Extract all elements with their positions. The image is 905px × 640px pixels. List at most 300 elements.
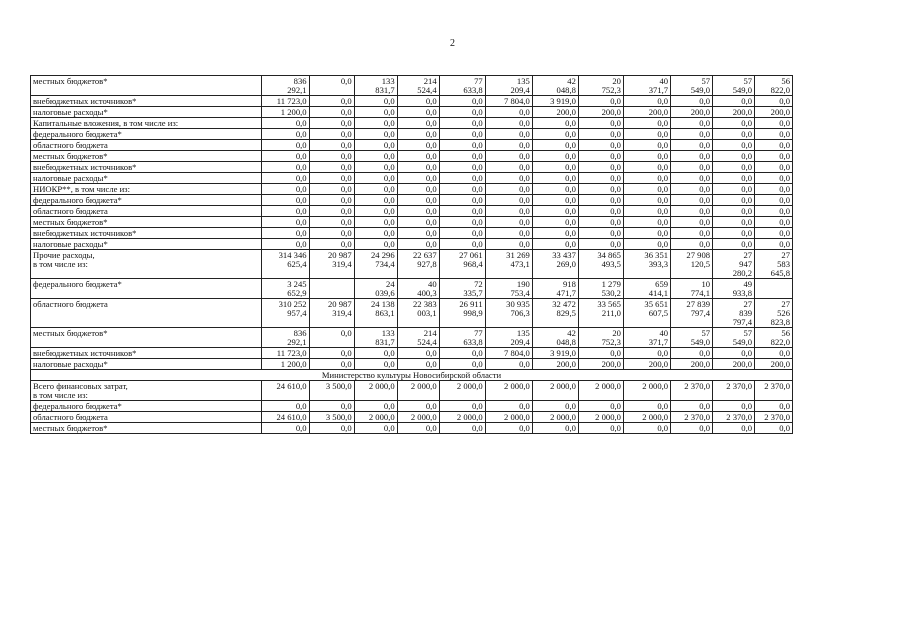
value-cell: 2 370,0 bbox=[755, 412, 793, 423]
table-row bbox=[31, 151, 793, 162]
value-cell: 200,0 bbox=[671, 359, 713, 370]
value-cell: 2 000,0 bbox=[623, 412, 670, 423]
value-cell: 0,0 bbox=[671, 151, 713, 162]
value-cell: 659 414,1 bbox=[623, 279, 670, 299]
value-cell: 214 524,4 bbox=[397, 328, 439, 348]
table-row bbox=[31, 228, 793, 239]
row-label: налоговые расходы* bbox=[31, 359, 262, 370]
value-cell: 0,0 bbox=[397, 162, 439, 173]
value-cell: 0,0 bbox=[713, 151, 755, 162]
value-cell: 0,0 bbox=[623, 206, 670, 217]
table-row bbox=[31, 96, 793, 107]
value-cell: 0,0 bbox=[532, 151, 578, 162]
value-cell: 0,0 bbox=[439, 228, 485, 239]
value-cell: 0,0 bbox=[262, 206, 309, 217]
value-cell: 31 269 473,1 bbox=[485, 250, 532, 279]
value-cell: 0,0 bbox=[354, 217, 397, 228]
value-cell: 0,0 bbox=[309, 328, 354, 348]
value-cell: 0,0 bbox=[309, 162, 354, 173]
table-row bbox=[31, 107, 793, 118]
value-cell: 0,0 bbox=[439, 140, 485, 151]
value-cell: 0,0 bbox=[262, 423, 309, 434]
row-label: налоговые расходы* bbox=[31, 173, 262, 184]
value-cell: 0,0 bbox=[485, 239, 532, 250]
value-cell: 0,0 bbox=[485, 173, 532, 184]
value-cell: 0,0 bbox=[578, 118, 623, 129]
value-cell: 0,0 bbox=[578, 173, 623, 184]
value-cell: 0,0 bbox=[532, 184, 578, 195]
value-cell: 0,0 bbox=[671, 129, 713, 140]
value-cell: 0,0 bbox=[671, 401, 713, 412]
value-cell: 0,0 bbox=[578, 184, 623, 195]
value-cell: 0,0 bbox=[671, 195, 713, 206]
value-cell: 3 500,0 bbox=[309, 412, 354, 423]
value-cell: 27 526 823,8 bbox=[755, 299, 793, 328]
value-cell: 0,0 bbox=[671, 239, 713, 250]
value-cell: 0,0 bbox=[671, 206, 713, 217]
value-cell: 200,0 bbox=[623, 359, 670, 370]
value-cell: 22 637 927,8 bbox=[397, 250, 439, 279]
value-cell: 200,0 bbox=[713, 107, 755, 118]
value-cell: 24 610,0 bbox=[262, 412, 309, 423]
value-cell: 77 633,8 bbox=[439, 328, 485, 348]
value-cell: 0,0 bbox=[354, 173, 397, 184]
value-cell: 310 252 957,4 bbox=[262, 299, 309, 328]
value-cell: 2 370,0 bbox=[755, 381, 793, 401]
row-label: местных бюджетов* bbox=[31, 151, 262, 162]
value-cell: 10 774,1 bbox=[671, 279, 713, 299]
value-cell: 2 000,0 bbox=[439, 412, 485, 423]
value-cell: 0,0 bbox=[532, 195, 578, 206]
table-row bbox=[31, 423, 793, 434]
value-cell: 30 935 706,3 bbox=[485, 299, 532, 328]
value-cell: 27 061 968,4 bbox=[439, 250, 485, 279]
value-cell: 190 753,4 bbox=[485, 279, 532, 299]
value-cell: 2 000,0 bbox=[485, 412, 532, 423]
value-cell: 26 911 998,9 bbox=[439, 299, 485, 328]
table-row bbox=[31, 381, 793, 401]
value-cell: 0,0 bbox=[397, 184, 439, 195]
value-cell: 57 549,0 bbox=[671, 76, 713, 96]
value-cell: 0,0 bbox=[578, 162, 623, 173]
value-cell: 0,0 bbox=[309, 140, 354, 151]
table-row bbox=[31, 195, 793, 206]
value-cell: 0,0 bbox=[397, 129, 439, 140]
value-cell: 0,0 bbox=[532, 401, 578, 412]
value-cell: 0,0 bbox=[262, 140, 309, 151]
value-cell: 1 279 530,2 bbox=[578, 279, 623, 299]
value-cell: 0,0 bbox=[671, 140, 713, 151]
value-cell: 35 651 607,5 bbox=[623, 299, 670, 328]
value-cell: 0,0 bbox=[354, 206, 397, 217]
value-cell: 200,0 bbox=[623, 107, 670, 118]
value-cell: 0,0 bbox=[397, 228, 439, 239]
value-cell: 0,0 bbox=[713, 162, 755, 173]
value-cell: 0,0 bbox=[262, 195, 309, 206]
value-cell: 2 000,0 bbox=[578, 412, 623, 423]
value-cell: 7 804,0 bbox=[485, 348, 532, 359]
value-cell: 0,0 bbox=[755, 118, 793, 129]
value-cell: 20 987 319,4 bbox=[309, 250, 354, 279]
value-cell: 0,0 bbox=[755, 423, 793, 434]
value-cell: 0,0 bbox=[755, 129, 793, 140]
value-cell: 0,0 bbox=[309, 206, 354, 217]
value-cell: 0,0 bbox=[713, 129, 755, 140]
table-row bbox=[31, 239, 793, 250]
value-cell: 0,0 bbox=[532, 129, 578, 140]
value-cell: 0,0 bbox=[397, 348, 439, 359]
value-cell: 0,0 bbox=[578, 96, 623, 107]
table-row bbox=[31, 359, 793, 370]
value-cell: 0,0 bbox=[262, 162, 309, 173]
value-cell: 0,0 bbox=[397, 217, 439, 228]
section-row bbox=[31, 370, 793, 381]
value-cell: 0,0 bbox=[623, 195, 670, 206]
value-cell: 27 908 120,5 bbox=[671, 250, 713, 279]
value-cell: 0,0 bbox=[309, 423, 354, 434]
value-cell: 0,0 bbox=[623, 129, 670, 140]
value-cell: 0,0 bbox=[623, 217, 670, 228]
value-cell: 0,0 bbox=[262, 184, 309, 195]
value-cell: 0,0 bbox=[623, 239, 670, 250]
value-cell: 7 804,0 bbox=[485, 96, 532, 107]
value-cell: 0,0 bbox=[354, 162, 397, 173]
value-cell: 0,0 bbox=[485, 151, 532, 162]
value-cell: 200,0 bbox=[755, 359, 793, 370]
section-title: Министерство культуры Новосибирской области bbox=[31, 370, 793, 381]
value-cell: 0,0 bbox=[485, 217, 532, 228]
value-cell: 0,0 bbox=[671, 217, 713, 228]
value-cell: 0,0 bbox=[755, 239, 793, 250]
value-cell: 77 633,8 bbox=[439, 76, 485, 96]
table-row bbox=[31, 162, 793, 173]
value-cell: 133 831,7 bbox=[354, 76, 397, 96]
value-cell: 27 583 645,8 bbox=[755, 250, 793, 279]
value-cell: 2 370,0 bbox=[671, 412, 713, 423]
value-cell: 2 000,0 bbox=[439, 381, 485, 401]
value-cell: 24 296 734,4 bbox=[354, 250, 397, 279]
value-cell: 0,0 bbox=[354, 151, 397, 162]
value-cell: 0,0 bbox=[397, 140, 439, 151]
value-cell: 0,0 bbox=[485, 401, 532, 412]
value-cell: 0,0 bbox=[485, 140, 532, 151]
value-cell: 0,0 bbox=[532, 173, 578, 184]
table-row bbox=[31, 206, 793, 217]
value-cell: 0,0 bbox=[262, 151, 309, 162]
value-cell: 0,0 bbox=[578, 206, 623, 217]
value-cell: 2 000,0 bbox=[578, 381, 623, 401]
value-cell: 24 039,6 bbox=[354, 279, 397, 299]
value-cell: 0,0 bbox=[623, 184, 670, 195]
value-cell: 0,0 bbox=[439, 107, 485, 118]
table-row bbox=[31, 401, 793, 412]
table-row bbox=[31, 250, 793, 279]
value-cell: 0,0 bbox=[309, 151, 354, 162]
value-cell: 0,0 bbox=[309, 228, 354, 239]
value-cell: 0,0 bbox=[397, 239, 439, 250]
value-cell: 0,0 bbox=[485, 195, 532, 206]
value-cell: 0,0 bbox=[262, 173, 309, 184]
row-label: местных бюджетов* bbox=[31, 423, 262, 434]
value-cell: 2 370,0 bbox=[671, 381, 713, 401]
row-label: областного бюджета bbox=[31, 412, 262, 423]
value-cell: 33 565 211,0 bbox=[578, 299, 623, 328]
value-cell bbox=[309, 279, 354, 299]
value-cell: 0,0 bbox=[354, 184, 397, 195]
value-cell: 0,0 bbox=[354, 140, 397, 151]
value-cell: 0,0 bbox=[578, 401, 623, 412]
value-cell: 0,0 bbox=[713, 206, 755, 217]
value-cell: 0,0 bbox=[623, 348, 670, 359]
value-cell: 49 933,8 bbox=[713, 279, 755, 299]
value-cell: 0,0 bbox=[485, 118, 532, 129]
value-cell: 0,0 bbox=[439, 423, 485, 434]
value-cell: 0,0 bbox=[755, 206, 793, 217]
value-cell: 32 472 829,5 bbox=[532, 299, 578, 328]
value-cell: 0,0 bbox=[439, 217, 485, 228]
value-cell: 1 200,0 bbox=[262, 107, 309, 118]
value-cell: 314 346 625,4 bbox=[262, 250, 309, 279]
value-cell: 0,0 bbox=[309, 129, 354, 140]
value-cell: 2 000,0 bbox=[397, 381, 439, 401]
value-cell: 0,0 bbox=[262, 401, 309, 412]
table-row bbox=[31, 279, 793, 299]
value-cell: 0,0 bbox=[354, 195, 397, 206]
financing-table bbox=[30, 75, 793, 434]
value-cell: 0,0 bbox=[623, 162, 670, 173]
value-cell: 0,0 bbox=[532, 118, 578, 129]
value-cell: 1 200,0 bbox=[262, 359, 309, 370]
value-cell: 0,0 bbox=[755, 151, 793, 162]
value-cell: 0,0 bbox=[713, 423, 755, 434]
value-cell: 2 000,0 bbox=[354, 381, 397, 401]
value-cell: 40 371,7 bbox=[623, 328, 670, 348]
table-row bbox=[31, 173, 793, 184]
value-cell: 24 138 863,1 bbox=[354, 299, 397, 328]
value-cell: 0,0 bbox=[485, 423, 532, 434]
value-cell: 0,0 bbox=[397, 359, 439, 370]
value-cell: 0,0 bbox=[755, 348, 793, 359]
value-cell: 0,0 bbox=[485, 162, 532, 173]
value-cell: 200,0 bbox=[532, 359, 578, 370]
row-label: местных бюджетов* bbox=[31, 328, 262, 348]
value-cell: 27 839 797,4 bbox=[713, 299, 755, 328]
value-cell: 57 549,0 bbox=[671, 328, 713, 348]
value-cell: 0,0 bbox=[671, 96, 713, 107]
value-cell: 0,0 bbox=[354, 359, 397, 370]
value-cell: 133 831,7 bbox=[354, 328, 397, 348]
value-cell: 0,0 bbox=[309, 118, 354, 129]
value-cell: 0,0 bbox=[309, 401, 354, 412]
value-cell: 0,0 bbox=[671, 228, 713, 239]
value-cell: 2 370,0 bbox=[713, 412, 755, 423]
value-cell: 0,0 bbox=[354, 348, 397, 359]
row-label: областного бюджета bbox=[31, 299, 262, 328]
value-cell: 0,0 bbox=[354, 118, 397, 129]
value-cell: 0,0 bbox=[532, 140, 578, 151]
value-cell: 11 723,0 bbox=[262, 96, 309, 107]
value-cell: 0,0 bbox=[671, 118, 713, 129]
row-label: НИОКР**, в том числе из: bbox=[31, 184, 262, 195]
value-cell: 0,0 bbox=[713, 228, 755, 239]
value-cell: 34 865 493,5 bbox=[578, 250, 623, 279]
row-label: федерального бюджета* bbox=[31, 401, 262, 412]
value-cell: 0,0 bbox=[354, 228, 397, 239]
value-cell: 0,0 bbox=[397, 195, 439, 206]
value-cell: 0,0 bbox=[397, 206, 439, 217]
value-cell: 22 383 003,1 bbox=[397, 299, 439, 328]
value-cell: 200,0 bbox=[755, 107, 793, 118]
value-cell: 0,0 bbox=[309, 348, 354, 359]
value-cell: 2 370,0 bbox=[713, 381, 755, 401]
row-label: внебюджетных источников* bbox=[31, 162, 262, 173]
value-cell: 135 209,4 bbox=[485, 76, 532, 96]
value-cell: 27 947 280,2 bbox=[713, 250, 755, 279]
table-row bbox=[31, 184, 793, 195]
value-cell: 0,0 bbox=[755, 184, 793, 195]
value-cell: 40 400,3 bbox=[397, 279, 439, 299]
value-cell: 42 048,8 bbox=[532, 328, 578, 348]
value-cell: 0,0 bbox=[713, 96, 755, 107]
value-cell: 2 000,0 bbox=[397, 412, 439, 423]
row-label: областного бюджета bbox=[31, 140, 262, 151]
value-cell: 0,0 bbox=[671, 423, 713, 434]
value-cell: 40 371,7 bbox=[623, 76, 670, 96]
value-cell: 0,0 bbox=[309, 107, 354, 118]
value-cell: 836 292,1 bbox=[262, 328, 309, 348]
value-cell: 0,0 bbox=[439, 206, 485, 217]
value-cell: 0,0 bbox=[262, 118, 309, 129]
table-row bbox=[31, 412, 793, 423]
row-label: Капитальные вложения, в том числе из: bbox=[31, 118, 262, 129]
value-cell: 0,0 bbox=[755, 217, 793, 228]
value-cell: 0,0 bbox=[439, 348, 485, 359]
value-cell: 33 437 269,0 bbox=[532, 250, 578, 279]
value-cell: 2 000,0 bbox=[623, 381, 670, 401]
value-cell bbox=[755, 279, 793, 299]
value-cell: 0,0 bbox=[623, 96, 670, 107]
value-cell: 56 822,0 bbox=[755, 76, 793, 96]
value-cell: 3 919,0 bbox=[532, 348, 578, 359]
value-cell: 0,0 bbox=[623, 228, 670, 239]
value-cell: 0,0 bbox=[755, 162, 793, 173]
value-cell: 0,0 bbox=[309, 359, 354, 370]
table-row bbox=[31, 299, 793, 328]
row-label: внебюджетных источников* bbox=[31, 348, 262, 359]
value-cell: 20 752,3 bbox=[578, 328, 623, 348]
value-cell: 27 839 797,4 bbox=[671, 299, 713, 328]
value-cell: 0,0 bbox=[439, 118, 485, 129]
value-cell: 57 549,0 bbox=[713, 76, 755, 96]
value-cell: 0,0 bbox=[354, 96, 397, 107]
value-cell: 56 822,0 bbox=[755, 328, 793, 348]
value-cell: 36 351 393,3 bbox=[623, 250, 670, 279]
value-cell: 0,0 bbox=[713, 217, 755, 228]
value-cell: 20 987 319,4 bbox=[309, 299, 354, 328]
value-cell: 0,0 bbox=[578, 195, 623, 206]
value-cell: 0,0 bbox=[532, 217, 578, 228]
row-label: Всего финансовых затрат, в том числе из: bbox=[31, 381, 262, 401]
value-cell: 0,0 bbox=[439, 401, 485, 412]
value-cell: 0,0 bbox=[397, 401, 439, 412]
value-cell: 0,0 bbox=[532, 423, 578, 434]
value-cell: 0,0 bbox=[755, 173, 793, 184]
value-cell: 836 292,1 bbox=[262, 76, 309, 96]
value-cell: 0,0 bbox=[397, 118, 439, 129]
value-cell: 0,0 bbox=[262, 129, 309, 140]
value-cell: 0,0 bbox=[309, 76, 354, 96]
value-cell: 0,0 bbox=[309, 217, 354, 228]
table-row bbox=[31, 328, 793, 348]
value-cell: 0,0 bbox=[439, 195, 485, 206]
value-cell: 0,0 bbox=[354, 107, 397, 118]
table-row bbox=[31, 129, 793, 140]
value-cell: 0,0 bbox=[485, 184, 532, 195]
value-cell: 0,0 bbox=[485, 206, 532, 217]
value-cell: 2 000,0 bbox=[485, 381, 532, 401]
value-cell: 0,0 bbox=[309, 173, 354, 184]
value-cell: 0,0 bbox=[532, 228, 578, 239]
value-cell: 0,0 bbox=[578, 129, 623, 140]
row-label: федерального бюджета* bbox=[31, 195, 262, 206]
value-cell: 0,0 bbox=[485, 228, 532, 239]
row-label: федерального бюджета* bbox=[31, 279, 262, 299]
value-cell: 2 000,0 bbox=[354, 412, 397, 423]
value-cell: 0,0 bbox=[578, 228, 623, 239]
value-cell: 0,0 bbox=[578, 239, 623, 250]
value-cell: 11 723,0 bbox=[262, 348, 309, 359]
value-cell: 0,0 bbox=[262, 228, 309, 239]
value-cell: 0,0 bbox=[713, 195, 755, 206]
value-cell: 0,0 bbox=[354, 423, 397, 434]
value-cell: 0,0 bbox=[485, 129, 532, 140]
value-cell: 3 500,0 bbox=[309, 381, 354, 401]
value-cell: 0,0 bbox=[755, 140, 793, 151]
value-cell: 0,0 bbox=[354, 401, 397, 412]
value-cell: 0,0 bbox=[309, 184, 354, 195]
row-label: налоговые расходы* bbox=[31, 107, 262, 118]
row-label: внебюджетных источников* bbox=[31, 228, 262, 239]
value-cell: 0,0 bbox=[439, 184, 485, 195]
value-cell: 0,0 bbox=[439, 129, 485, 140]
table-row bbox=[31, 118, 793, 129]
table-row bbox=[31, 217, 793, 228]
value-cell: 0,0 bbox=[485, 359, 532, 370]
value-cell: 0,0 bbox=[623, 401, 670, 412]
value-cell: 72 335,7 bbox=[439, 279, 485, 299]
value-cell: 0,0 bbox=[262, 239, 309, 250]
table-row bbox=[31, 140, 793, 151]
value-cell: 918 471,7 bbox=[532, 279, 578, 299]
value-cell: 0,0 bbox=[309, 239, 354, 250]
value-cell: 0,0 bbox=[397, 423, 439, 434]
value-cell: 0,0 bbox=[713, 184, 755, 195]
value-cell: 0,0 bbox=[713, 118, 755, 129]
value-cell: 135 209,4 bbox=[485, 328, 532, 348]
value-cell: 42 048,8 bbox=[532, 76, 578, 96]
value-cell: 0,0 bbox=[623, 118, 670, 129]
value-cell: 0,0 bbox=[309, 96, 354, 107]
value-cell: 0,0 bbox=[439, 173, 485, 184]
value-cell: 0,0 bbox=[755, 401, 793, 412]
value-cell: 0,0 bbox=[397, 107, 439, 118]
value-cell: 0,0 bbox=[755, 195, 793, 206]
value-cell: 0,0 bbox=[532, 239, 578, 250]
value-cell: 0,0 bbox=[397, 173, 439, 184]
value-cell: 0,0 bbox=[578, 140, 623, 151]
value-cell: 200,0 bbox=[532, 107, 578, 118]
value-cell: 0,0 bbox=[713, 140, 755, 151]
